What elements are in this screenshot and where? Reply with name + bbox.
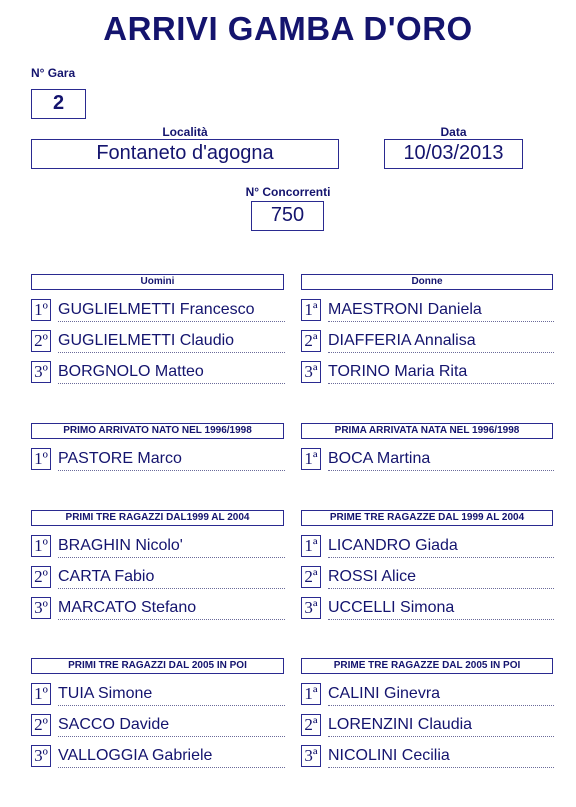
position-badge: 2º: [31, 714, 51, 736]
localita-label: Località: [162, 125, 208, 139]
section-header-right: PRIMA ARRIVATA NATA NEL 1996/1998: [301, 423, 553, 439]
localita-field[interactable]: Fontaneto d'agogna: [31, 139, 339, 169]
section-header-right: Donne: [301, 274, 553, 290]
result-row-left: [31, 330, 285, 352]
athlete-name: TORINO Maria Rita: [328, 361, 554, 384]
concorrenti-label: N° Concorrenti: [245, 185, 331, 199]
position-badge: 1ª: [301, 448, 321, 470]
result-row-right: [301, 361, 554, 383]
section-header-right: PRIME TRE RAGAZZE DAL 2005 IN POI: [301, 658, 553, 674]
athlete-name: TUIA Simone: [58, 683, 285, 706]
athlete-name: MARCATO Stefano: [58, 597, 285, 620]
section-header-left: PRIMI TRE RAGAZZI DAL 2005 IN POI: [31, 658, 284, 674]
position-badge: 1º: [31, 299, 51, 321]
athlete-name: NICOLINI Cecilia: [328, 745, 554, 768]
position-badge: 2ª: [301, 566, 321, 588]
position-badge: 3ª: [301, 745, 321, 767]
section-header-left: PRIMO ARRIVATO NATO NEL 1996/1998: [31, 423, 284, 439]
result-row-left: [31, 299, 285, 321]
athlete-name: VALLOGGIA Gabriele: [58, 745, 285, 768]
section-header-left: Uomini: [31, 274, 284, 290]
position-badge: 3ª: [301, 597, 321, 619]
position-badge: 3º: [31, 597, 51, 619]
athlete-name: GUGLIELMETTI Claudio: [58, 330, 285, 353]
section-header-left: PRIMI TRE RAGAZZI DAL1999 AL 2004: [31, 510, 284, 526]
result-row-left: [31, 448, 285, 470]
athlete-name: GUGLIELMETTI Francesco: [58, 299, 285, 322]
position-badge: 3º: [31, 745, 51, 767]
data-label: Data: [440, 125, 467, 139]
athlete-name: UCCELLI Simona: [328, 597, 554, 620]
result-row-left: [31, 535, 285, 557]
result-row-right: [301, 299, 554, 321]
result-row-right: [301, 683, 554, 705]
athlete-name: ROSSI Alice: [328, 566, 554, 589]
data-field[interactable]: 10/03/2013: [384, 139, 523, 169]
athlete-name: BOCA Martina: [328, 448, 554, 471]
position-badge: 2ª: [301, 714, 321, 736]
athlete-name: LORENZINI Claudia: [328, 714, 554, 737]
result-row-right: [301, 566, 554, 588]
position-badge: 1º: [31, 448, 51, 470]
result-row-left: [31, 745, 285, 767]
result-row-left: [31, 361, 285, 383]
result-row-right: [301, 597, 554, 619]
result-row-left: [31, 714, 285, 736]
result-row-left: [31, 683, 285, 705]
position-badge: 2º: [31, 330, 51, 352]
result-row-right: [301, 535, 554, 557]
position-badge: 2ª: [301, 330, 321, 352]
athlete-name: BORGNOLO Matteo: [58, 361, 285, 384]
result-row-right: [301, 448, 554, 470]
position-badge: 2º: [31, 566, 51, 588]
concorrenti-field[interactable]: 750: [251, 201, 324, 231]
athlete-name: MAESTRONI Daniela: [328, 299, 554, 322]
section-header-right: PRIME TRE RAGAZZE DAL 1999 AL 2004: [301, 510, 553, 526]
athlete-name: CALINI Ginevra: [328, 683, 554, 706]
result-row-left: [31, 597, 285, 619]
position-badge: 1º: [31, 683, 51, 705]
gara-label: N° Gara: [31, 66, 76, 80]
result-row-left: [31, 566, 285, 588]
result-row-right: [301, 330, 554, 352]
athlete-name: BRAGHIN Nicolo': [58, 535, 285, 558]
athlete-name: PASTORE Marco: [58, 448, 285, 471]
page-title: ARRIVI GAMBA D'ORO: [103, 10, 473, 47]
athlete-name: LICANDRO Giada: [328, 535, 554, 558]
position-badge: 3ª: [301, 361, 321, 383]
position-badge: 1ª: [301, 535, 321, 557]
athlete-name: DIAFFERIA Annalisa: [328, 330, 554, 353]
position-badge: 3º: [31, 361, 51, 383]
result-row-right: [301, 714, 554, 736]
position-badge: 1ª: [301, 683, 321, 705]
gara-field[interactable]: 2: [31, 89, 86, 119]
athlete-name: SACCO Davide: [58, 714, 285, 737]
position-badge: 1ª: [301, 299, 321, 321]
result-row-right: [301, 745, 554, 767]
position-badge: 1º: [31, 535, 51, 557]
athlete-name: CARTA Fabio: [58, 566, 285, 589]
